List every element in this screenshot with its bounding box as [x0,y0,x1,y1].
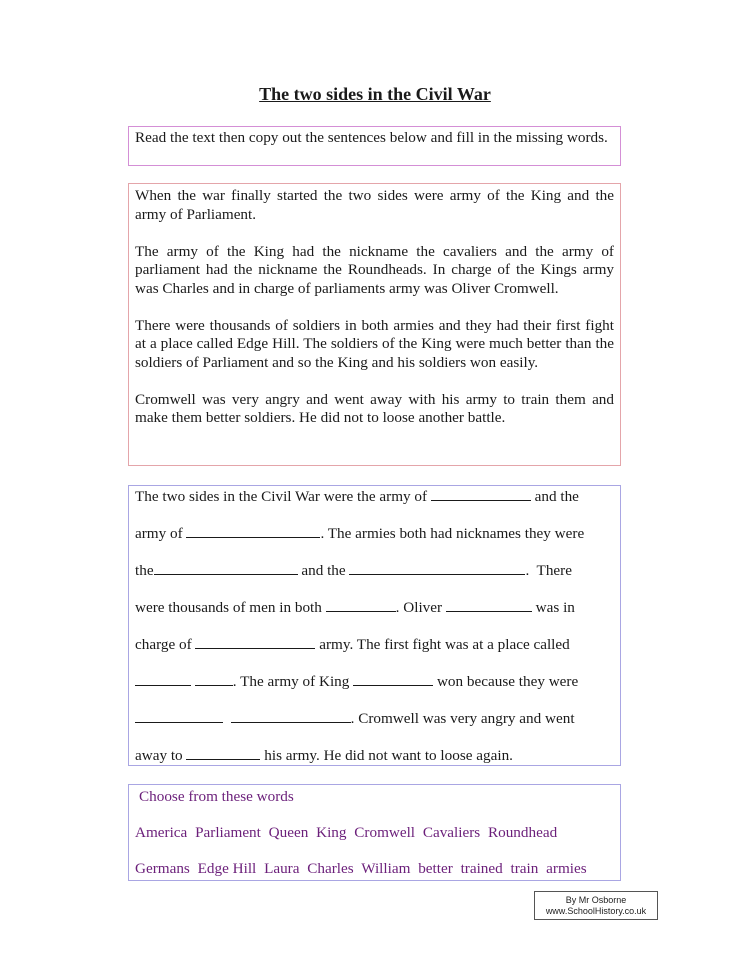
answer-blank[interactable] [195,634,315,649]
word-bank-word: Cavaliers [422,824,481,841]
reading-paragraph: The army of the King had the nickname the cavaliers and the army of parliament had the nickname the Roundheads. In charge of the Kings army was Charles and in charge of parliaments army was Oliver Cromwell. [135,242,614,297]
word-bank-word: Edge Hill [197,860,257,877]
fill-in-line [135,560,614,597]
sentence-text: . Cromwell was very angry and went [350,710,575,727]
answer-blank[interactable] [186,523,320,538]
word-bank-word: Roundhead [487,824,558,841]
word-bank-word: Parliament [195,824,261,841]
answer-blank[interactable] [431,486,531,501]
sentence-text [223,710,231,727]
sentence-text: away to [135,747,187,764]
word-bank-word: Germans [135,860,190,877]
word-bank-word: William [361,860,411,877]
sentence-text: and the [530,488,579,505]
fill-in-line [135,486,614,523]
sentence-text: army of [135,525,187,542]
reading-paragraph: Cromwell was very angry and went away with his army to train them and make them better soldiers. He did not to loose another battle. [135,390,614,426]
word-bank-word: Queen [268,824,309,841]
reading-passage-box [128,183,621,466]
word-bank-word: train [510,860,539,877]
answer-blank[interactable] [195,671,233,686]
fill-in-line [135,634,614,671]
answer-blank[interactable] [349,560,525,575]
fill-in-line [135,708,614,745]
answer-blank[interactable] [446,597,532,612]
sentence-text: his army. He did not want to loose again. [260,747,513,764]
page-title: The two sides in the Civil War [259,84,491,104]
word-bank-row [135,858,614,880]
answer-blank[interactable] [135,671,191,686]
fill-in-line [135,745,614,782]
answer-blank[interactable] [135,708,223,723]
reading-paragraph: There were thousands of soldiers in both armies and they had their first fight at a place called Edge Hill. The soldiers of the King were much better than the soldiers of Parliament and so the King and his soldiers won easily. [135,316,614,371]
word-bank-word: King [316,824,347,841]
instructions-box: Read the text then copy out the sentences below and fill in the missing words. [128,126,621,166]
answer-blank[interactable] [186,745,260,760]
sentence-text: charge of [135,636,196,653]
sentence-text: . The armies both had nicknames they were [320,525,585,542]
word-bank-heading: Choose from these words [139,788,294,805]
answer-blank[interactable] [353,671,433,686]
author-credit [534,891,658,920]
word-bank-word: America [135,824,188,841]
sentence-text: the [135,562,154,579]
word-bank-word: Charles [307,860,354,877]
word-bank-word: better [418,860,453,877]
word-bank-box [128,784,621,881]
credit-website: www.SchoolHistory.co.uk [545,906,647,916]
word-bank-word: Cromwell [354,824,416,841]
fill-in-line [135,597,614,634]
sentence-text: army. The first fight was at a place called [315,636,570,653]
answer-blank[interactable] [231,708,351,723]
word-bank-word: Laura [264,860,300,877]
sentence-text: . The army of King [232,673,354,690]
answer-blank[interactable] [326,597,396,612]
sentence-text: . Oliver [395,599,446,616]
sentence-text: The two sides in the Civil War were the army of [135,488,431,505]
fill-in-line [135,671,614,708]
reading-paragraph: When the war finally started the two sides were army of the King and the army of Parliament. [135,187,614,223]
sentence-text: was in [531,599,575,616]
sentence-text: were thousands of men in both [135,599,326,616]
word-bank-row [135,822,614,844]
word-bank-word: trained [460,860,503,877]
word-bank-word: armies [546,860,587,877]
sentence-text: and the [297,562,350,579]
credit-author: By Mr Osborne [565,895,627,905]
sentence-text: won because they were [433,673,579,690]
fill-in-line [135,523,614,560]
sentence-text: . There [525,562,572,579]
fill-in-blanks-box [128,485,621,766]
answer-blank[interactable] [154,560,298,575]
